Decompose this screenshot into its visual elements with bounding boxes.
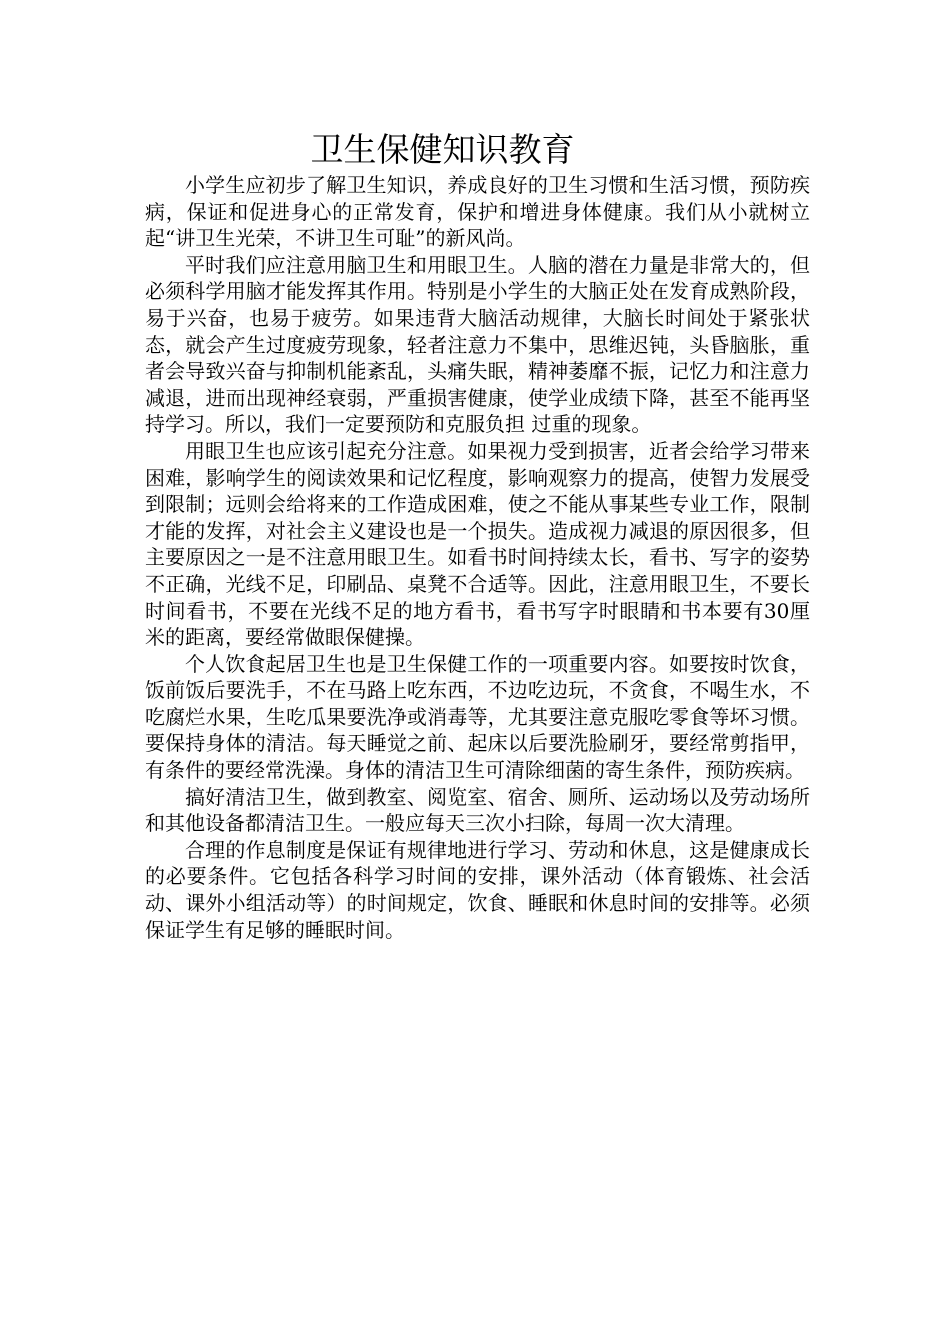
document-title: 卫生保健知识教育 [310,130,575,169]
paragraph-eye-hygiene: 用眼卫生也应该引起充分注意。如果视力受到损害，近者会给学习带来困难，影响学生的阅读效果和记忆程度，影响观察力的提高，使智力发展受到限制；远则会给将来的工作造成困难，使之不能从事某些专业工作，限制才能的发挥，对社会主义建设也是一个损失。造成视力减退的原因很多，但主要原因之一是不注意用眼卫生。如看书时间持续太长，看书、写字的姿势不正确，光线不足，印刷品、桌凳不合适等。因此，注意用眼卫生，不要长时间看书，不要在光线不足的地方看书，看书写字时眼睛和书本要有30厘米的距离，要经常做眼保健操。 [145,438,810,650]
paragraph-cleaning: 搞好清洁卫生，做到教室、阅览室、宿舍、厕所、运动场以及劳动场所和其他设备都清洁卫生。一般应每天三次小扫除，每周一次大清理。 [145,784,810,836]
paragraph-schedule: 合理的作息制度是保证有规律地进行学习、劳动和休息，这是健康成长的必要条件。它包括各科学习时间的安排，课外活动（体育锻炼、社会活动、课外小组活动等）的时间规定，饮食、睡眠和休息时间的安排等。必须保证学生有足够的睡眠时间。 [145,837,810,942]
document-body [145,172,810,943]
paragraph-hygiene-knowledge: 小学生应初步了解卫生知识，养成良好的卫生习惯和生活习惯，预防疾病，保证和促进身心的正常发育，保护和增进身体健康。我们从小就树立起“讲卫生光荣，不讲卫生可耻”的新风尚。 [145,173,810,251]
paragraph-personal-hygiene: 个人饮食起居卫生也是卫生保健工作的一项重要内容。如要按时饮食，饭前饭后要洗手，不在马路上吃东西，不边吃边玩，不贪食，不喝生水，不吃腐烂水果，生吃瓜果要洗净或消毒等，尤其要注意克服吃零食等坏习惯。要保持身体的清洁。每天睡觉之前、起床以后要洗脸刷牙，要经常剪指甲，有条件的要经常洗澡。身体的清洁卫生可清除细菌的寄生条件，预防疾病。 [145,651,810,783]
paragraph-brain-and-eye-hygiene: 平时我们应注意用脑卫生和用眼卫生。人脑的潜在力量是非常大的，但必须科学用脑才能发挥其作用。特别是小学生的大脑正处在发育成熟阶段，易于兴奋，也易于疲劳。如果违背大脑活动规律，大脑长时间处于紧张状态，就会产生过度疲劳现象，轻者注意力不集中，思维迟钝，头昏脑胀，重者会导致兴奋与抑制机能紊乱，头痛失眠，精神萎靡不振，记忆力和注意力减退，进而出现神经衰弱，严重损害健康，使学业成绩下降，甚至不能再坚持学习。所以，我们一定要预防和克服负担 过重的现象。 [145,252,810,437]
